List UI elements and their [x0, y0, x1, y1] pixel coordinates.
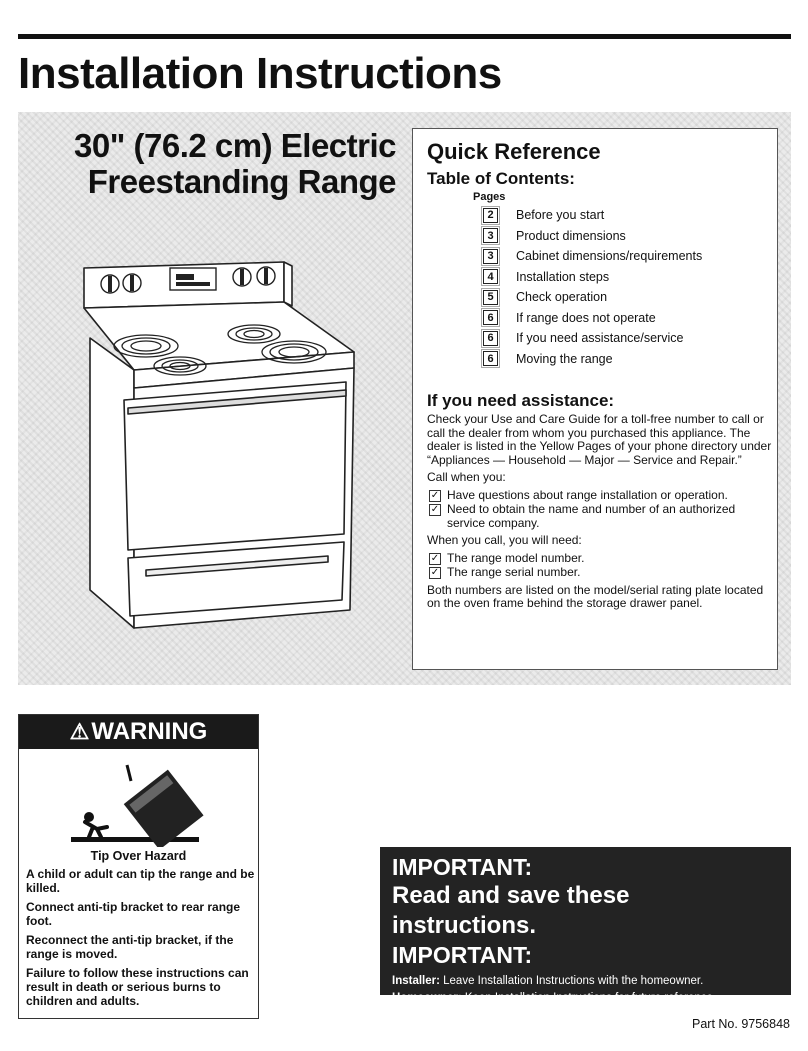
check-item: [427, 566, 772, 580]
toc-title: Table of Contents:: [427, 169, 575, 188]
toc-item-label: Moving the range: [516, 351, 613, 366]
important-line-text: Leave Installation Instructions with the homeowner.: [439, 975, 704, 987]
warning-line: Reconnect the anti-tip bracket, if the range is moved.: [26, 933, 234, 961]
range-illustration: [70, 250, 360, 630]
product-title-line1: 30" (76.2 cm) Electric: [74, 127, 396, 164]
product-title-line2: Freestanding Range: [87, 163, 396, 200]
toc-list: [483, 205, 702, 369]
toc-page-number: 3: [483, 228, 498, 243]
warning-header: [19, 715, 258, 749]
toc-page-number: 6: [483, 331, 498, 346]
important-label-2: IMPORTANT:: [392, 942, 533, 968]
check-item: [427, 489, 772, 503]
call-when-list: [427, 489, 772, 531]
warning-line: A child or adult can tip the range and be killed.: [26, 867, 255, 895]
warning-line: Failure to follow these instructions can result in death or serious burns to children and adults.: [26, 966, 249, 1008]
need-list: [427, 552, 772, 580]
toc-page-number: 5: [483, 290, 498, 305]
check-item: [427, 552, 772, 566]
toc-item[interactable]: [483, 205, 702, 226]
important-line-lead: Installer:: [392, 975, 440, 987]
check-item-text: Need to obtain the name and number of an authorized service company.: [447, 502, 736, 530]
toc-item[interactable]: [483, 226, 702, 247]
check-item-text: Have questions about range installation or operation.: [447, 487, 728, 502]
quick-reference-box: [412, 128, 778, 670]
toc-item[interactable]: [483, 267, 702, 288]
important-line: [392, 990, 779, 1007]
checkbox-icon: ✓: [430, 552, 440, 564]
important-box: [380, 847, 791, 1021]
toc-item-label: Installation steps: [516, 269, 610, 284]
toc-page-number: 2: [483, 208, 498, 223]
toc-item-label: Product dimensions: [516, 228, 626, 243]
assistance-title: If you need assistance:: [427, 391, 615, 410]
toc-item[interactable]: [483, 308, 702, 329]
toc-item[interactable]: [483, 328, 702, 349]
warning-line: Connect anti-tip bracket to rear range foot.: [26, 900, 241, 928]
tip-over-title: Tip Over Hazard: [90, 849, 187, 863]
warning-box: [18, 714, 259, 1019]
checkbox-icon: ✓: [430, 567, 440, 578]
toc-item-label: If range does not operate: [516, 310, 656, 325]
when-call-label: When you call, you will need:: [427, 533, 582, 547]
part-number: Part No. 9756848: [692, 1017, 790, 1031]
check-item: [427, 503, 772, 530]
pages-label: Pages: [473, 191, 506, 203]
warning-header-label: WARNING: [91, 718, 208, 745]
warning-lines: [26, 867, 256, 1013]
toc-page-number: 4: [483, 269, 498, 284]
both-numbers-paragraph: Both numbers are listed on the model/serial rating plate located on the oven frame behind the storage drawer panel.: [427, 582, 764, 610]
important-main-text: Read and save these instructions.: [392, 882, 630, 939]
toc-item-label: Cabinet dimensions/requirements: [516, 249, 703, 264]
toc-item[interactable]: [483, 349, 702, 370]
toc-item-label: If you need assistance/service: [516, 331, 684, 346]
important-line-text: Keep Installation Instructions for future reference.: [461, 992, 717, 1004]
call-when-label: Call when you:: [427, 470, 506, 484]
product-title: [74, 128, 396, 200]
checkbox-icon: ✓: [430, 489, 440, 501]
quick-reference-title: Quick Reference: [427, 139, 601, 164]
assistance-paragraph: Check your Use and Care Guide for a toll-free number to call or call the dealer from whom you purchased this appliance. The dealer is listed in the Yellow Pages of your phone directory under “Appliances — Household — Major — Service and Repair.”: [427, 412, 772, 467]
important-line-text: Installation Instructions for local electrical inspector's use.: [418, 1009, 714, 1021]
toc-item-label: Before you start: [516, 208, 605, 223]
important-label-1: IMPORTANT:: [392, 854, 533, 880]
toc-page-number: 6: [483, 310, 498, 325]
important-line-lead: Save: [392, 1009, 419, 1021]
assistance-body: [427, 413, 772, 615]
toc-item-label: Check operation: [516, 290, 608, 305]
checkbox-icon: ✓: [430, 504, 440, 515]
important-line-lead: Homeowner:: [392, 992, 462, 1004]
check-item-text: The range serial number.: [447, 565, 581, 579]
toc-page-number: 3: [483, 249, 498, 264]
important-line: [392, 973, 779, 990]
warning-triangle-icon: ⚠: [69, 719, 90, 744]
toc-item[interactable]: [483, 246, 702, 267]
tip-over-illustration: [67, 755, 207, 847]
check-item-text: The range model number.: [447, 550, 585, 565]
page-title: Installation Instructions: [18, 49, 502, 98]
top-rule: [18, 34, 791, 39]
toc-page-number: 6: [483, 351, 498, 366]
toc-item[interactable]: [483, 287, 702, 308]
